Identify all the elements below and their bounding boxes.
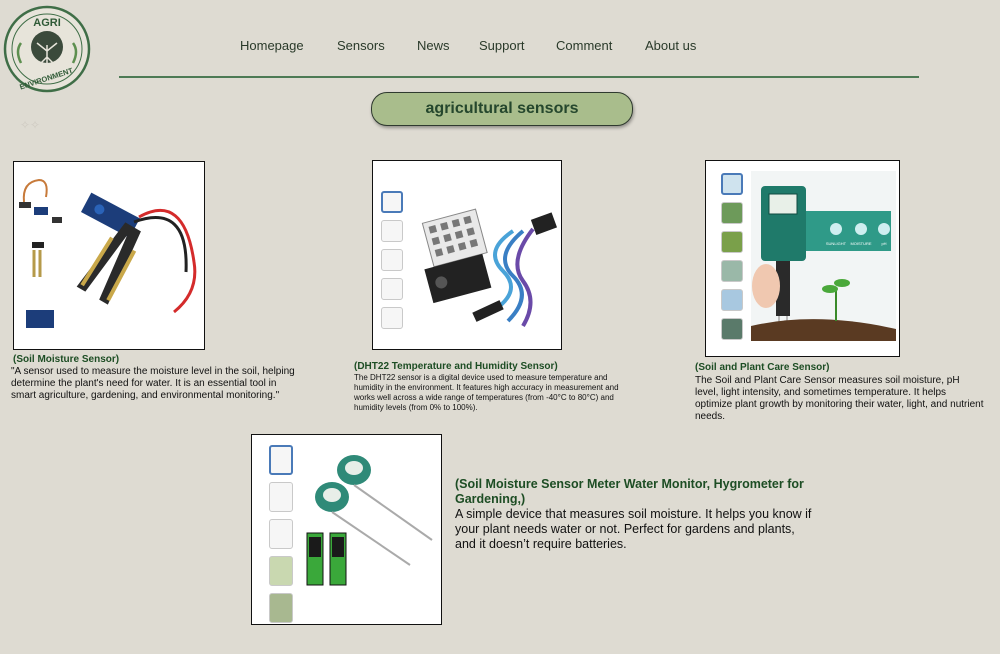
soil-moisture-sensor-icon — [14, 162, 204, 349]
dht22-sensor-icon — [373, 161, 561, 349]
nav-comment[interactable]: Comment — [556, 38, 613, 53]
logo-text-bottom: ENVIRONMENT — [18, 65, 74, 92]
product-title-3: (Soil and Plant Care Sensor) — [695, 362, 830, 373]
nav-support[interactable]: Support — [479, 38, 525, 53]
product-title-2: (DHT22 Temperature and Humidity Sensor) — [354, 361, 558, 372]
soil-moisture-meter-icon — [252, 435, 441, 624]
product-title-4: (Soil Moisture Sensor Meter Water Monitor, Hygrometer for Gardening,) — [455, 477, 804, 506]
main-nav — [0, 38, 1000, 56]
dht22-sensor-image[interactable] — [372, 160, 562, 350]
product-description-3: The Soil and Plant Care Sensor measures soil moisture, pH level, light intensity, and sometimes temperature. It helps optimize plant growth by monitoring their water, light, and nutrient needs. — [695, 375, 984, 422]
nav-about-us[interactable]: About us — [645, 38, 697, 53]
product-description-2: The DHT22 sensor is a digital device used to measure temperature and humidity in the environment. It features high accuracy in measurement and works well across a wide range of temperatures (from -40°C to 80°C) and humidity levels (from 0% to 100%). — [354, 373, 619, 412]
meter-label-ph: pH — [881, 241, 887, 246]
soil-plant-care-sensor-icon — [706, 161, 899, 356]
meter-label-sunlight: SUNLIGHT — [825, 241, 847, 246]
nav-homepage[interactable]: Homepage — [240, 38, 304, 53]
soil-plant-care-sensor-image[interactable] — [705, 160, 900, 357]
soil-moisture-meter-image[interactable] — [251, 434, 442, 625]
soil-moisture-sensor-image[interactable] — [13, 161, 205, 350]
product-description-1: "A sensor used to measure the moisture level in the soil, helping determine the plant's need for water. It is an essential tool in smart agriculture, gardening, and environmental monitoring." — [11, 366, 295, 401]
product-description-4: A simple device that measures soil moisture. It helps you know if your plant needs water or not. Perfect for gardens and plants, and it doesn’t require batteries. — [455, 507, 812, 551]
decorative-mark: ✧✧ — [20, 118, 41, 132]
product-title-1: (Soil Moisture Sensor) — [13, 354, 120, 365]
nav-news[interactable]: News — [417, 38, 450, 53]
page-title: agricultural sensors — [371, 92, 633, 126]
nav-sensors[interactable]: Sensors — [337, 38, 385, 53]
meter-label-moisture: MOISTURE — [850, 241, 872, 246]
nav-divider — [119, 76, 919, 78]
logo-text-top: AGRI — [33, 17, 61, 29]
